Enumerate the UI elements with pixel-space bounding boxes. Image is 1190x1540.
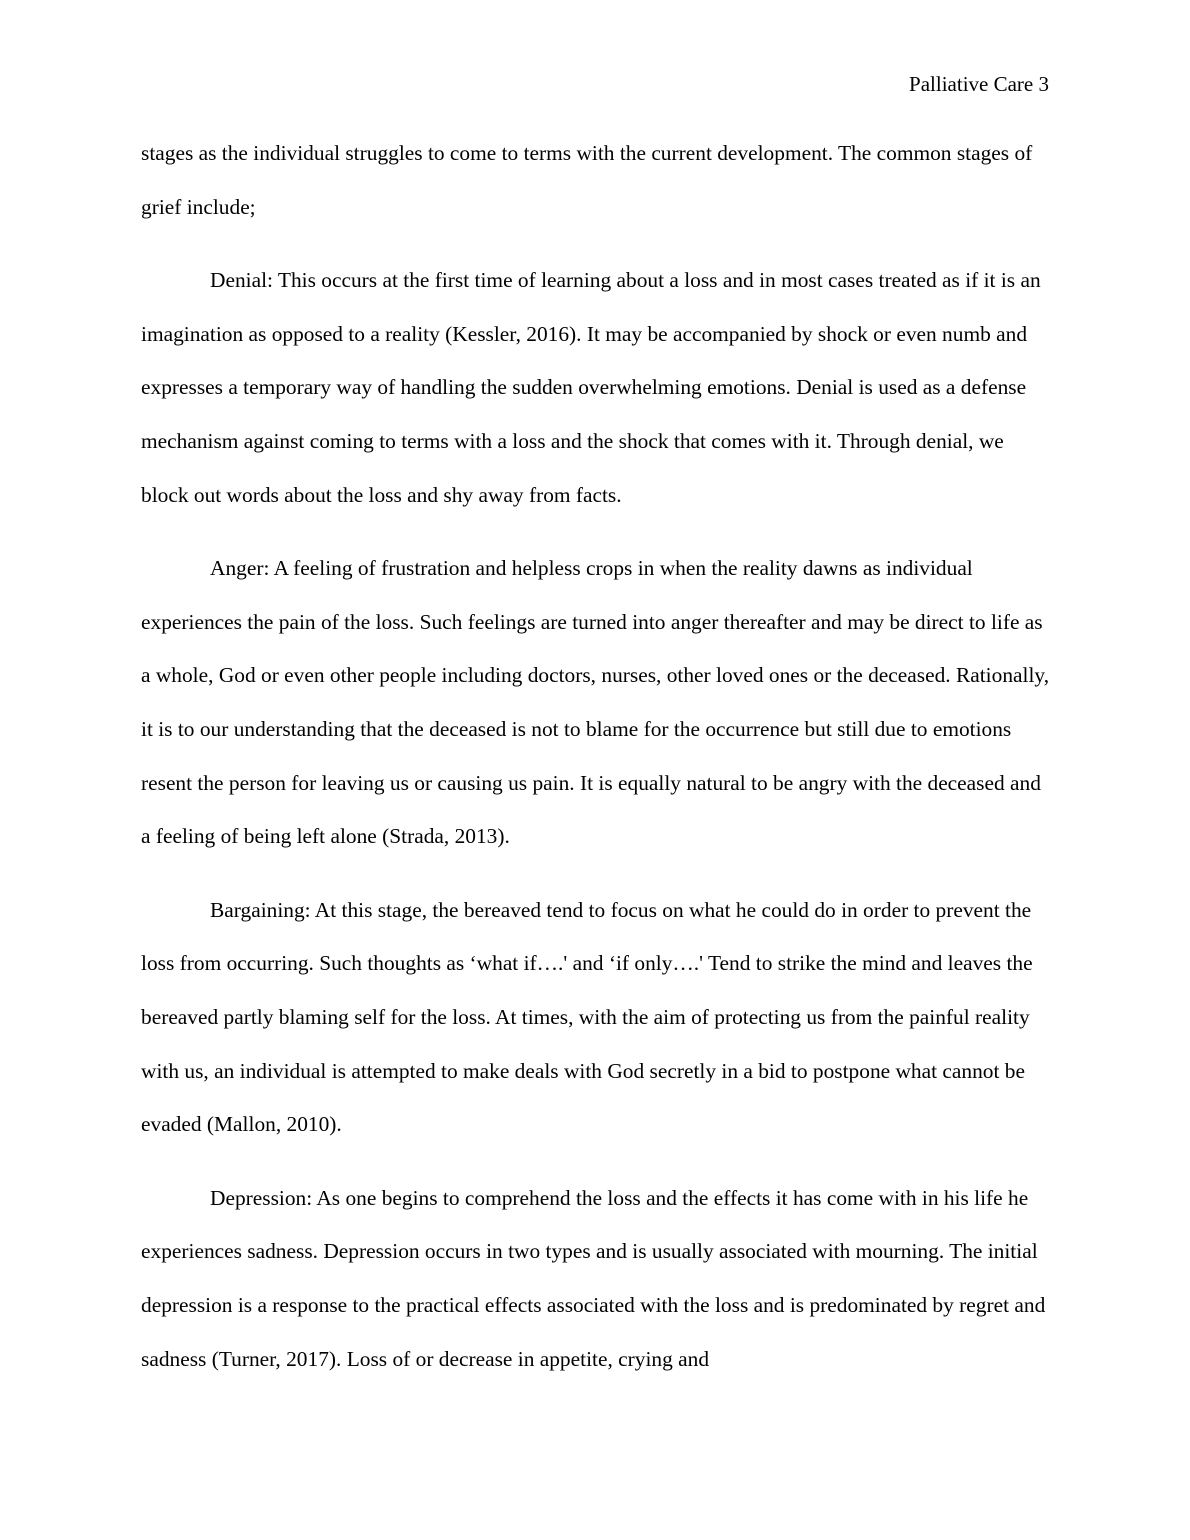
- paragraph-anger: Anger: A feeling of frustration and helpless crops in when the reality dawns as individual experiences the pain of the loss. Such feelings are turned into anger thereafter and may be direct to life as a whole, God or even other people including doctors, nurses, other loved ones or the deceased. Rationally, it is to our understanding that the deceased is not to blame for the occurrence but still due to emotions resent the person for leaving us or causing us pain. It is equally natural to be angry with the deceased and a feeling of being left alone (Strada, 2013).: [141, 555, 1050, 849]
- paragraph-bargaining: Bargaining: At this stage, the bereaved tend to focus on what he could do in order to prevent the loss from occurring. Such thoughts as ‘what if….' and ‘if only….' Tend to strike the mind and leaves the bereaved partly blaming self for the loss. At times, with the aim of protecting us from the painful reality with us, an individual is attempted to make deals with God secretly in a bid to postpone what cannot be evaded (Mallon, 2010).: [141, 897, 1033, 1137]
- running-head: Palliative Care 3: [909, 72, 1049, 96]
- paragraph-continuation: stages as the individual struggles to come to terms with the current development. The common stages of grief include;: [141, 141, 1033, 219]
- paragraph-denial: Denial: This occurs at the first time of learning about a loss and in most cases treated as if it is an imagination as opposed to a reality (Kessler, 2016). It may be accompanied by shock or even numb and expresses a temporary way of handling the sudden overwhelming emotions. Denial is used as a defense mechanism against coming to terms with a loss and the shock that comes with it. Through denial, we block out words about the loss and shy away from facts.: [141, 267, 1041, 507]
- body-text: [141, 127, 1051, 1406]
- paragraph-depression: Depression: As one begins to comprehend the loss and the effects it has come with in his life he experiences sadness. Depression occurs in two types and is usually associated with mourning. The initial depression is a response to the practical effects associated with the loss and is predominated by regret and sadness (Turner, 2017). Loss of or decrease in appetite, crying and: [141, 1185, 1046, 1371]
